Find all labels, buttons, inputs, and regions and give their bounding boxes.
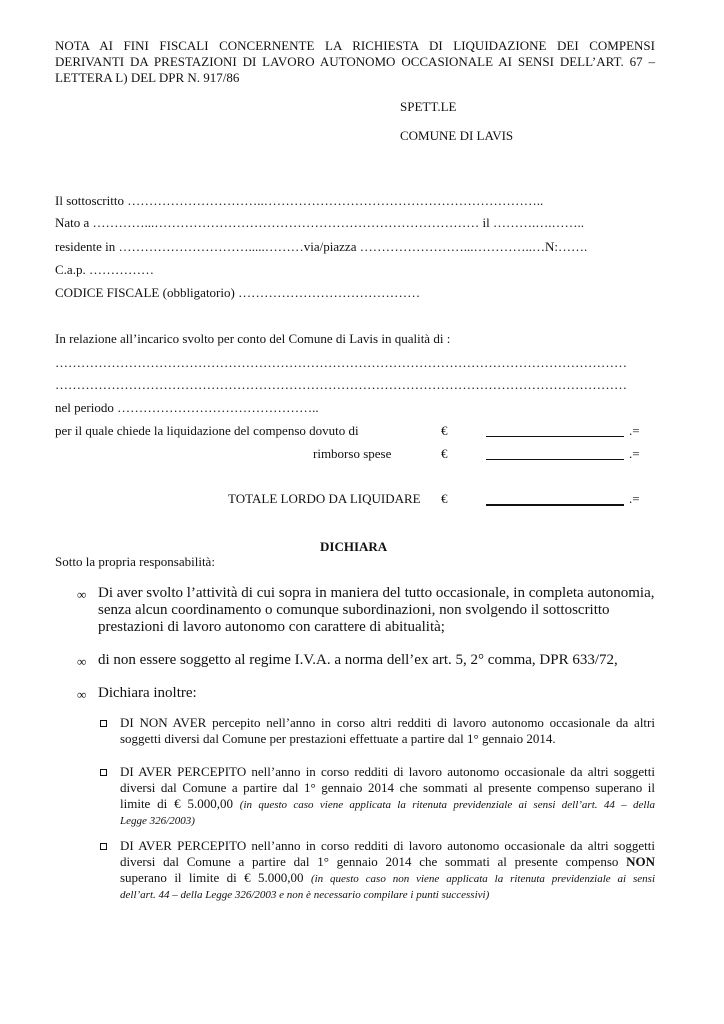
option-line-part: diversi dal Comune a partire dal 1° gennaio 2014 che sommati al presente compenso — [120, 854, 627, 869]
paragraph-line: prestazioni di lavoro autonomo con carattere di abitualità; — [98, 619, 445, 635]
checkbox-option-3[interactable] — [100, 843, 107, 850]
option-line — [120, 854, 655, 870]
option-line — [120, 796, 655, 813]
infinity-bullet-icon: ∞ — [77, 687, 87, 702]
euro-sign: € — [441, 446, 448, 461]
compenso-label: per il quale chiede la liquidazione del compenso dovuto di — [55, 423, 359, 438]
rimborso-input-line[interactable] — [486, 459, 624, 460]
field-periodo[interactable]: nel periodo ……………………………………….. — [55, 400, 319, 415]
option-line — [120, 870, 655, 887]
option-line: diversi dal Comune a partire dal 1° gennaio 2014 che sommati al presente compenso superano il — [120, 780, 655, 795]
incarico-intro: In relazione all’incarico svolto per conto del Comune di Lavis in qualità di : — [55, 331, 451, 346]
field-cap[interactable]: C.a.p. …………… — [55, 262, 154, 277]
header-line-2: DERIVANTI DA PRESTAZIONI DI LAVORO AUTONOMO OCCASIONALE AI SENSI DELL’ART. 67 – — [55, 54, 655, 69]
header-line-3: LETTERA L) DEL DPR N. 917/86 — [55, 70, 240, 85]
option-line: DI AVER PERCEPITO nell’anno in corso redditi di lavoro autonomo occasionale da altri soggetti — [120, 838, 655, 853]
option-line: DI AVER PERCEPITO nell’anno in corso redditi di lavoro autonomo occasionale da altri soggetti — [120, 764, 655, 779]
dichiara-title: DICHIARA — [320, 539, 388, 554]
document-header — [55, 38, 655, 86]
option-line-part: superano il limite di € 5.000,00 — [120, 870, 311, 885]
totale-input-line[interactable] — [486, 504, 624, 506]
field-codice-fiscale[interactable]: CODICE FISCALE (obbligatorio) …………………………………… — [55, 285, 421, 300]
dichiara-paragraph-1 — [98, 585, 655, 636]
euro-sign: € — [441, 491, 448, 506]
rimborso-label: rimborso spese — [313, 446, 392, 461]
dichiara-paragraph-3: Dichiara inoltre: — [98, 685, 197, 701]
incarico-dots-1[interactable]: …………………………………………………………………………………………………………………… — [55, 355, 627, 370]
infinity-bullet-icon: ∞ — [77, 654, 87, 669]
option-3-text — [120, 838, 655, 903]
recipient-line-2: COMUNE DI LAVIS — [400, 128, 514, 143]
option-bold-non: NON — [626, 854, 655, 869]
option-line: soggetti diversi dal Comune per prestazioni effettuate a partire dal 1° gennaio 2014. — [120, 731, 556, 746]
incarico-dots-2[interactable]: …………………………………………………………………………………………………………………… — [55, 377, 627, 392]
option-line: DI NON AVER percepito nell’anno in corso altri redditi di lavoro autonomo occasionale da altri — [120, 715, 655, 730]
recipient-line-1: SPETT.LE — [400, 99, 457, 114]
dichiara-paragraph-2: di non essere soggetto al regime I.V.A. a norma dell’ex art. 5, 2° comma, DPR 633/72, — [98, 652, 618, 668]
header-line-1: NOTA AI FINI FISCALI CONCERNENTE LA RICHIESTA DI LIQUIDAZIONE DEI COMPENSI — [55, 38, 655, 53]
dichiara-intro: Sotto la propria responsabilità: — [55, 554, 215, 569]
eq-sign: .= — [629, 423, 640, 438]
option-note: (in questo caso non viene applicata la ritenuta previdenziale ai sensi — [310, 873, 655, 885]
eq-sign: .= — [629, 446, 640, 461]
compenso-input-line[interactable] — [486, 436, 624, 437]
paragraph-line: Di aver svolto l’attività di cui sopra in maniera del tutto occasionale, in completa autonomia, — [98, 585, 655, 601]
option-note-end: Legge 326/2003) — [120, 815, 195, 827]
option-2-text — [120, 764, 655, 829]
eq-sign: .= — [629, 491, 640, 506]
euro-sign: € — [441, 423, 448, 438]
option-1-text — [120, 715, 655, 747]
checkbox-option-1[interactable] — [100, 720, 107, 727]
field-nato[interactable]: Nato a …………...………………………………………………………………… il ……….….…….. — [55, 215, 585, 230]
totale-label: TOTALE LORDO DA LIQUIDARE — [228, 491, 421, 506]
option-note: (in questo caso viene applicata la ritenuta previdenziale ai sensi dell’art. 44 – della — [239, 799, 655, 811]
infinity-bullet-icon: ∞ — [77, 587, 87, 602]
field-sottoscritto[interactable]: Il sottoscritto …………………………..……………………………………………………….. — [55, 193, 544, 208]
field-residente[interactable]: residente in ………………………….....………via/piazza ……………………...…………..…N:……. — [55, 239, 588, 254]
checkbox-option-2[interactable] — [100, 769, 107, 776]
option-line-part: limite di € 5.000,00 — [120, 796, 240, 811]
paragraph-line: senza alcun coordinamento o comunque subordinazioni, non svolgendo il sottoscritto — [98, 602, 610, 618]
option-note-end: dell’art. 44 – della Legge 326/2003 e non è necessario compilare i punti successivi) — [120, 889, 490, 901]
